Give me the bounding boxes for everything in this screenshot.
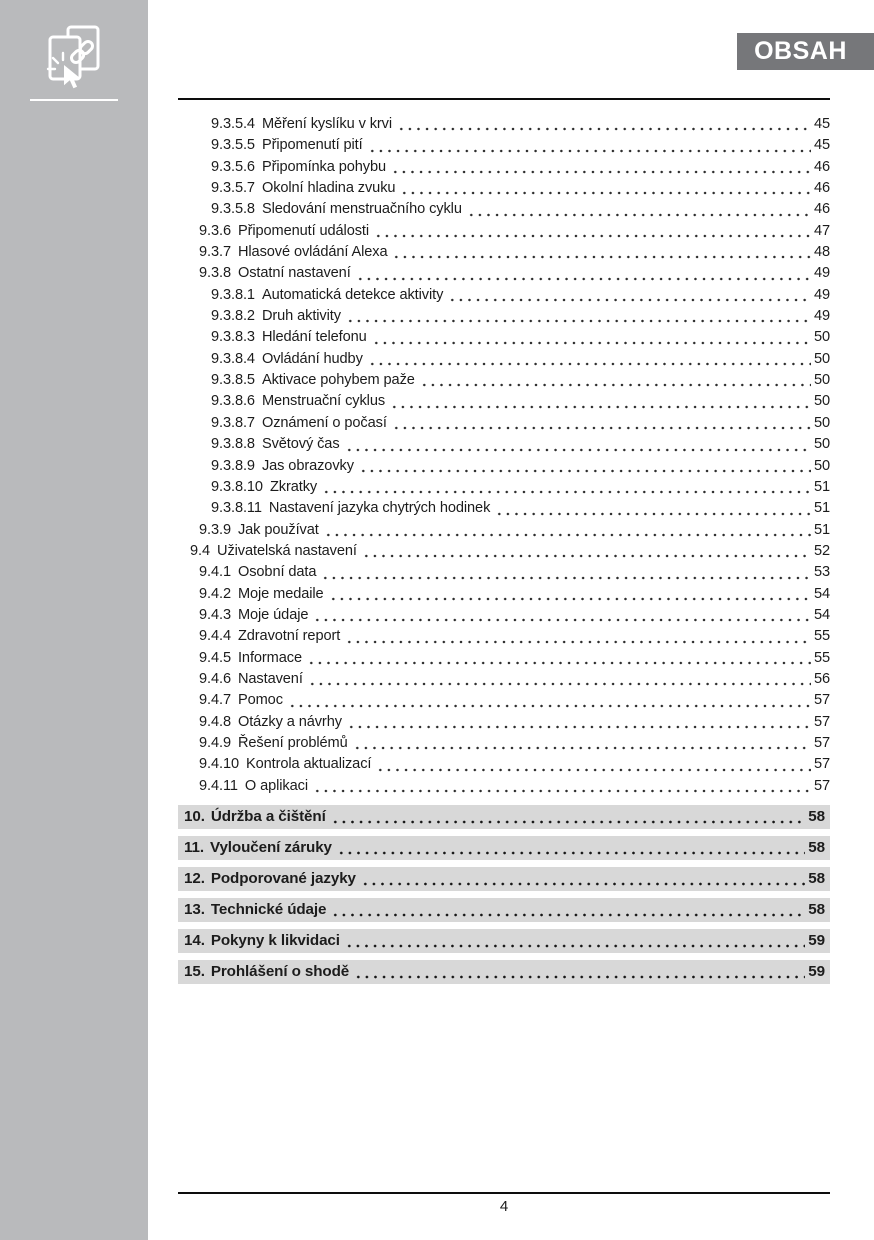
toc-chapter-entry[interactable] <box>178 805 830 829</box>
toc-entry[interactable] <box>178 520 830 541</box>
toc-entry-number: 9.3.8 <box>199 265 231 282</box>
toc-chapter-entry[interactable] <box>178 836 830 860</box>
toc-chapter-list <box>178 805 830 991</box>
toc-entry-number: 9.3.9 <box>199 521 231 538</box>
dot-leader <box>313 605 811 626</box>
toc-entry[interactable] <box>178 648 830 669</box>
toc-entry-title: Automatická detekce aktivity <box>261 286 444 303</box>
toc-entry-title: Uživatelská nastavení <box>217 542 357 559</box>
toc-entry-title: Ovládání hudby <box>261 350 363 367</box>
dot-leader <box>345 929 805 953</box>
toc-entry-title: O aplikaci <box>244 777 308 794</box>
toc-entry-title: Připomínka pohybu <box>261 158 386 175</box>
toc-entry-page: 56 <box>813 670 830 687</box>
toc-entry-page: 49 <box>813 308 830 325</box>
toc-entry-page: 57 <box>813 777 830 794</box>
toc-entry-page: 57 <box>813 713 830 730</box>
toc-entry-page: 50 <box>813 329 830 346</box>
toc-entry[interactable] <box>178 114 830 135</box>
toc-entry[interactable] <box>178 754 830 775</box>
dot-leader <box>324 520 811 541</box>
toc-entry-title: Okolní hladina zvuku <box>261 180 396 197</box>
toc-entry-page: 51 <box>813 521 830 538</box>
toc-entry-title: Kontrola aktualizací <box>245 756 372 773</box>
toc-entry-title: Pomoc <box>237 692 283 709</box>
toc-entry-number: 9.3.8.8 <box>211 436 255 453</box>
toc-entry-page: 55 <box>813 628 830 645</box>
toc-entry-page: 45 <box>813 116 830 132</box>
toc-entry-number: 9.3.5.8 <box>211 201 255 218</box>
dot-leader <box>392 242 810 263</box>
dot-leader <box>345 434 811 455</box>
toc-entry-number: 9.4.2 <box>199 585 231 602</box>
toc-entry-page: 49 <box>813 265 830 282</box>
toc-entry-page: 50 <box>813 414 830 431</box>
toc-entry-page: 46 <box>813 201 830 218</box>
page-title: OBSAH <box>754 37 847 65</box>
toc-entry-title: Hledání telefonu <box>261 329 367 346</box>
toc-entry-page: 50 <box>813 436 830 453</box>
toc-entry-number: 9.3.8.7 <box>211 414 255 431</box>
toc-entry-title: Ostatní nastavení <box>237 265 351 282</box>
toc-entry[interactable] <box>178 456 830 477</box>
toc-entry-page: 46 <box>813 158 830 175</box>
toc-entry-title: Druh aktivity <box>261 308 341 325</box>
toc-entry-title: Sledování menstruačního cyklu <box>261 201 462 218</box>
footer-rule <box>178 1192 830 1194</box>
toc-entry[interactable] <box>178 135 830 156</box>
toc-entry[interactable] <box>178 712 830 733</box>
toc-entry-number: 9.4.5 <box>199 649 231 666</box>
toc-entry-page: 54 <box>813 606 830 623</box>
toc-entry[interactable] <box>178 327 830 348</box>
toc-entry-page: 53 <box>813 564 830 581</box>
toc-entry-page: 46 <box>813 180 830 197</box>
toc-entry-page: 50 <box>813 393 830 410</box>
dot-leader <box>448 285 811 306</box>
toc-entry-number: 9.3.5.4 <box>211 116 255 132</box>
toc-entry-number: 9.4.11 <box>199 777 238 794</box>
toc-entry[interactable] <box>178 776 830 797</box>
toc-entry[interactable] <box>178 605 830 626</box>
dot-leader <box>345 626 811 647</box>
toc-entry-page: 57 <box>813 734 830 751</box>
toc-list <box>178 114 830 797</box>
dot-leader <box>346 306 811 327</box>
toc-entry-title: Hlasové ovládání Alexa <box>237 244 388 261</box>
toc-entry[interactable] <box>178 434 830 455</box>
toc-entry-number: 9.4.6 <box>199 670 231 687</box>
toc-entry[interactable] <box>178 349 830 370</box>
toc-entry-number: 9.3.5.7 <box>211 180 255 197</box>
dot-leader <box>321 562 811 583</box>
toc-entry-page: 47 <box>813 222 830 239</box>
toc-entry-title: Zdravotní report <box>237 628 341 645</box>
toc-entry[interactable] <box>178 562 830 583</box>
toc-entry-title: Aktivace pohybem paže <box>261 372 415 389</box>
toc-entry-number: 9.3.8.3 <box>211 329 255 346</box>
toc-entry-title: Menstruační cyklus <box>261 393 386 410</box>
toc-entry-number: 9.3.8.1 <box>211 286 255 303</box>
toc-chapter-number: 14. <box>184 932 205 949</box>
dot-leader <box>308 669 811 690</box>
toc-entry[interactable] <box>178 733 830 754</box>
toc-entry-page: 52 <box>813 542 830 559</box>
toc-entry-page: 45 <box>813 137 830 154</box>
toc-entry[interactable] <box>178 413 830 434</box>
toc-entry[interactable] <box>178 669 830 690</box>
dot-leader <box>392 413 811 434</box>
dot-leader <box>331 898 805 922</box>
toc-entry-title: Měření kyslíku v krvi <box>261 116 393 132</box>
dot-leader <box>467 199 811 220</box>
toc-entry-page: 49 <box>813 286 830 303</box>
toc-entry-title: Zkratky <box>269 478 318 495</box>
dot-leader <box>322 477 811 498</box>
toc-entry-page: 51 <box>813 500 830 517</box>
toc-entry-number: 9.4.9 <box>199 734 231 751</box>
dot-leader <box>347 712 811 733</box>
toc-entry-page: 48 <box>813 244 830 261</box>
toc-entry-number: 9.4.10 <box>199 756 239 773</box>
toc-entry-number: 9.3.7 <box>199 244 231 261</box>
toc-entry[interactable] <box>178 199 830 220</box>
linked-pages-cursor-icon <box>44 24 106 90</box>
sidebar-divider <box>30 99 118 101</box>
dot-leader <box>313 776 811 797</box>
toc-entry-number: 9.4.1 <box>199 564 231 581</box>
toc-entry-page: 57 <box>813 692 830 709</box>
header-rule <box>178 98 830 100</box>
toc-chapter-page: 59 <box>808 932 825 949</box>
toc-entry-title: Informace <box>237 649 302 666</box>
toc-chapter-title: Vyloučení záruky <box>209 839 332 856</box>
toc-entry-page: 50 <box>813 350 830 367</box>
dot-leader <box>331 805 806 829</box>
toc-entry-number: 9.3.5.5 <box>211 137 255 154</box>
toc-chapter-number: 10. <box>184 808 205 825</box>
toc-chapter-page: 58 <box>808 839 825 856</box>
toc-chapter-page: 58 <box>808 808 825 825</box>
toc-entry-number: 9.3.8.9 <box>211 457 255 474</box>
toc-chapter-entry[interactable] <box>178 929 830 953</box>
toc-chapter-title: Prohlášení o shodě <box>210 963 350 980</box>
dot-leader <box>368 349 811 370</box>
dot-leader <box>362 541 811 562</box>
toc-entry-title: Nastavení jazyka chytrých hodinek <box>268 500 491 517</box>
toc-chapter-page: 58 <box>808 901 825 918</box>
dot-leader <box>353 733 811 754</box>
toc-entry-number: 9.4.8 <box>199 713 231 730</box>
toc-entry-number: 9.3.8.4 <box>211 350 255 367</box>
dot-leader <box>390 391 811 412</box>
dot-leader <box>376 754 811 775</box>
dot-leader <box>397 114 811 135</box>
toc-entry-number: 9.4.4 <box>199 628 231 645</box>
toc-entry[interactable] <box>178 306 830 327</box>
toc-chapter-number: 15. <box>184 963 205 980</box>
toc-entry-number: 9.4 <box>190 542 210 559</box>
dot-leader <box>356 263 811 284</box>
toc-entry-title: Moje údaje <box>237 606 309 623</box>
page-number: 4 <box>499 1198 509 1215</box>
toc-chapter-number: 11. <box>184 839 204 856</box>
toc-entry[interactable] <box>178 541 830 562</box>
toc-entry[interactable] <box>178 477 830 498</box>
toc-chapter-title: Podporované jazyky <box>210 870 356 887</box>
dot-leader <box>400 178 811 199</box>
toc-entry-title: Řešení problémů <box>237 734 348 751</box>
toc-entry-title: Oznámení o počasí <box>261 414 387 431</box>
dot-leader <box>361 867 805 891</box>
toc-entry-page: 51 <box>813 478 830 495</box>
toc-entry-title: Jas obrazovky <box>261 457 354 474</box>
sidebar <box>0 0 148 1240</box>
toc-chapter-entry[interactable] <box>178 867 830 891</box>
toc-entry[interactable] <box>178 370 830 391</box>
toc-entry[interactable] <box>178 221 830 242</box>
dot-leader <box>368 135 811 156</box>
toc-entry-title: Nastavení <box>237 670 303 687</box>
toc-chapter-number: 13. <box>184 901 205 918</box>
toc-entry-number: 9.3.8.5 <box>211 372 255 389</box>
toc-entry[interactable] <box>178 391 830 412</box>
toc-entry[interactable] <box>178 626 830 647</box>
toc-entry[interactable] <box>178 178 830 199</box>
toc-entry-title: Otázky a návrhy <box>237 713 342 730</box>
toc-entry-number: 9.4.7 <box>199 692 231 709</box>
toc-chapter-number: 12. <box>184 870 205 887</box>
toc-entry[interactable] <box>178 263 830 284</box>
dot-leader <box>495 498 811 519</box>
dot-leader <box>307 648 811 669</box>
dot-leader <box>288 690 811 711</box>
dot-leader <box>354 960 805 984</box>
toc-entry[interactable] <box>178 285 830 306</box>
dot-leader <box>372 327 811 348</box>
toc-entry-page: 55 <box>813 649 830 666</box>
toc-entry-title: Připomenutí pití <box>261 137 363 154</box>
toc-chapter-page: 58 <box>808 870 825 887</box>
toc-entry-number: 9.3.8.6 <box>211 393 255 410</box>
toc-entry-title: Světový čas <box>261 436 340 453</box>
dot-leader <box>329 584 811 605</box>
dot-leader <box>359 456 811 477</box>
toc-entry-number: 9.3.8.11 <box>211 500 262 517</box>
toc-entry-title: Připomenutí události <box>237 222 370 239</box>
dot-leader <box>337 836 805 860</box>
toc-chapter-title: Pokyny k likvidaci <box>210 932 340 949</box>
toc-entry-page: 50 <box>813 457 830 474</box>
toc-chapter-title: Technické údaje <box>210 901 327 918</box>
toc-entry-number: 9.3.8.2 <box>211 308 255 325</box>
toc-chapter-page: 59 <box>808 963 825 980</box>
toc-entry-page: 50 <box>813 372 830 389</box>
toc-entry-number: 9.3.8.10 <box>211 478 263 495</box>
page-header-box <box>737 33 874 70</box>
toc-entry-page: 54 <box>813 585 830 602</box>
toc-entry[interactable] <box>178 157 830 178</box>
toc-entry-number: 9.3.5.6 <box>211 158 255 175</box>
toc-entry[interactable] <box>178 242 830 263</box>
toc-entry-title: Osobní data <box>237 564 317 581</box>
toc-entry[interactable] <box>178 584 830 605</box>
toc-entry-number: 9.3.6 <box>199 222 231 239</box>
toc-chapter-entry[interactable] <box>178 898 830 922</box>
dot-leader <box>420 370 811 391</box>
toc-entry-title: Jak používat <box>237 521 319 538</box>
toc-entry-title: Moje medaile <box>237 585 324 602</box>
dot-leader <box>374 221 811 242</box>
dot-leader <box>391 157 811 178</box>
toc-chapter-entry[interactable] <box>178 960 830 984</box>
toc-chapter-title: Údržba a čištění <box>210 808 326 825</box>
toc-entry-page: 57 <box>813 756 830 773</box>
toc-entry-number: 9.4.3 <box>199 606 231 623</box>
toc-entry[interactable] <box>178 690 830 711</box>
toc-entry[interactable] <box>178 498 830 519</box>
